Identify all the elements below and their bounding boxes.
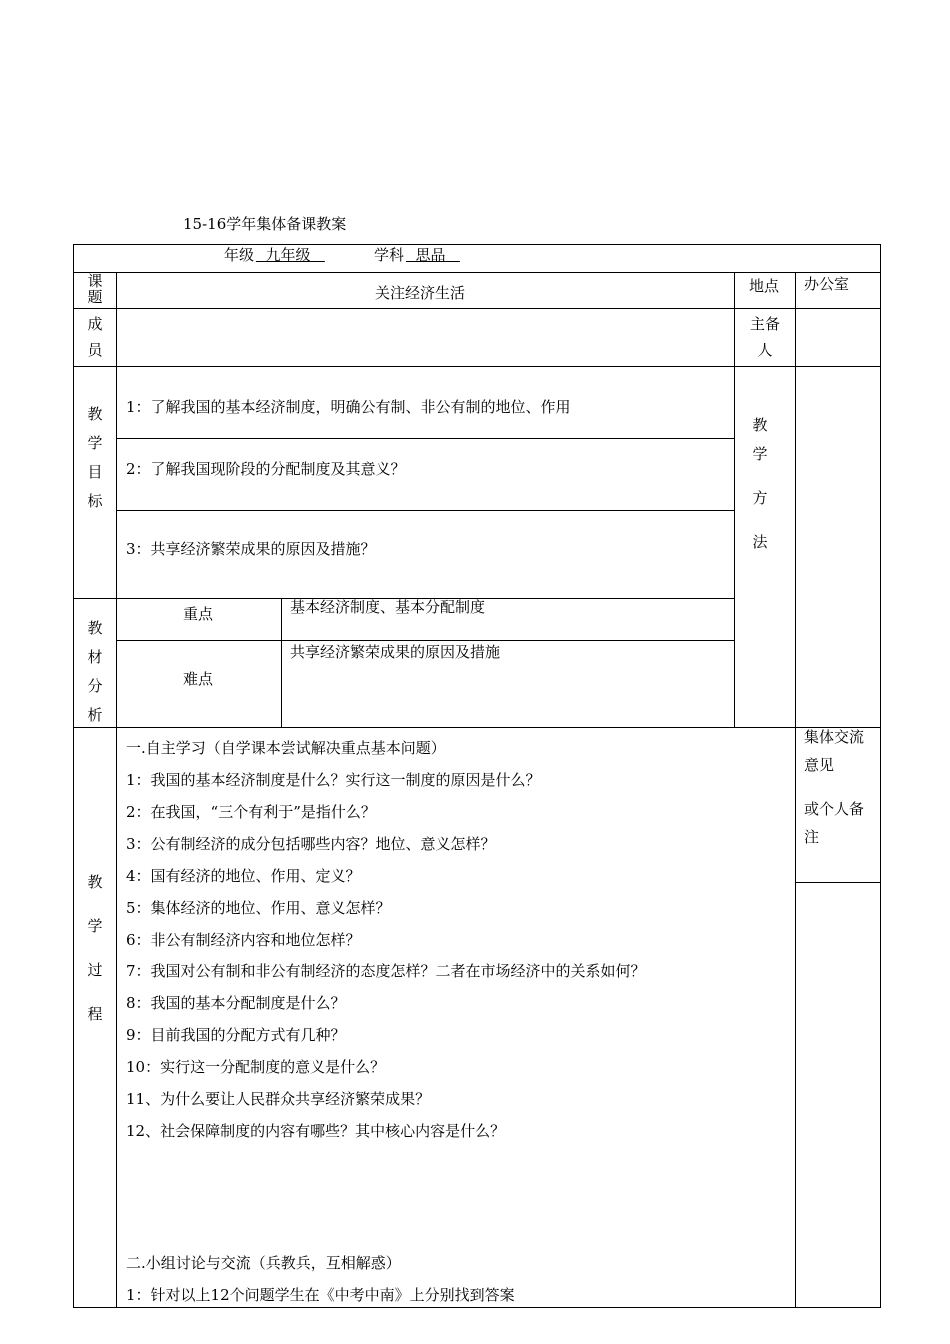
lead-preparer-label: 主备 人 — [749, 315, 780, 359]
question-item: 2：在我国，“三个有利于”是指什么？ — [126, 803, 376, 821]
teaching-method-label: 教 学 方 法 — [752, 416, 768, 551]
objectives-label: 教 学 目 标 — [87, 405, 103, 510]
subject-label: 学科 — [374, 246, 405, 264]
grade-value: 九年级 — [265, 246, 311, 264]
grade-label: 年级 — [224, 246, 255, 264]
question-item: 12、社会保障制度的内容有哪些？其中核心内容是什么？ — [126, 1122, 506, 1140]
section-2-item: 1：针对以上12个问题学生在《中考中南》上分别找到答案 — [126, 1286, 515, 1304]
section-1-title: 一.自主学习（自学课本尝试解决重点基本问题） — [126, 739, 446, 757]
process-label: 教 学 过 程 — [87, 873, 103, 1023]
members-label: 成 员 — [87, 315, 103, 359]
side-note-line: 意见 — [804, 756, 835, 774]
topic-label: 课 题 — [87, 272, 103, 306]
objective-item: 1：了解我国的基本经济制度，明确公有制、非公有制的地位、作用 — [126, 398, 571, 416]
objective-item: 2：了解我国现阶段的分配制度及其意义？ — [126, 460, 406, 478]
question-item: 1：我国的基本经济制度是什么？实行这一制度的原因是什么？ — [126, 771, 541, 789]
section-2-title: 二.小组讨论与交流（兵教兵，互相解惑） — [126, 1254, 401, 1272]
difficult-point-value: 共享经济繁荣成果的原因及措施 — [290, 643, 501, 661]
side-note-line: 注 — [804, 828, 820, 846]
key-point-label: 重点 — [183, 605, 214, 623]
location-label: 地点 — [749, 277, 780, 295]
question-item: 10：实行这一分配制度的意义是什么？ — [126, 1058, 386, 1076]
subject-value: 思品 — [415, 246, 446, 264]
topic-value: 关注经济生活 — [375, 284, 466, 302]
objective-item: 3：共享经济繁荣成果的原因及措施？ — [126, 540, 376, 558]
difficult-point-label: 难点 — [183, 670, 214, 688]
question-item: 5：集体经济的地位、作用、意义怎样？ — [126, 899, 391, 917]
question-item: 3：公有制经济的成分包括哪些内容？地位、意义怎样？ — [126, 835, 496, 853]
doc-title: 15-16学年集体备课教案 — [183, 215, 347, 233]
question-item: 9：目前我国的分配方式有几种？ — [126, 1026, 346, 1044]
question-item: 6：非公有制经济内容和地位怎样？ — [126, 931, 361, 949]
location-value: 办公室 — [804, 275, 850, 293]
key-point-value: 基本经济制度、基本分配制度 — [290, 598, 486, 616]
question-item: 8：我国的基本分配制度是什么？ — [126, 994, 346, 1012]
analysis-label: 教 材 分 析 — [87, 619, 103, 724]
question-item: 4：国有经济的地位、作用、定义？ — [126, 867, 361, 885]
question-item: 11、为什么要让人民群众共享经济繁荣成果？ — [126, 1090, 431, 1108]
side-note-line: 集体交流 — [804, 728, 865, 746]
question-item: 7：我国对公有制和非公有制经济的态度怎样？二者在市场经济中的关系如何？ — [126, 962, 646, 980]
side-note-line: 或个人备 — [804, 800, 865, 818]
